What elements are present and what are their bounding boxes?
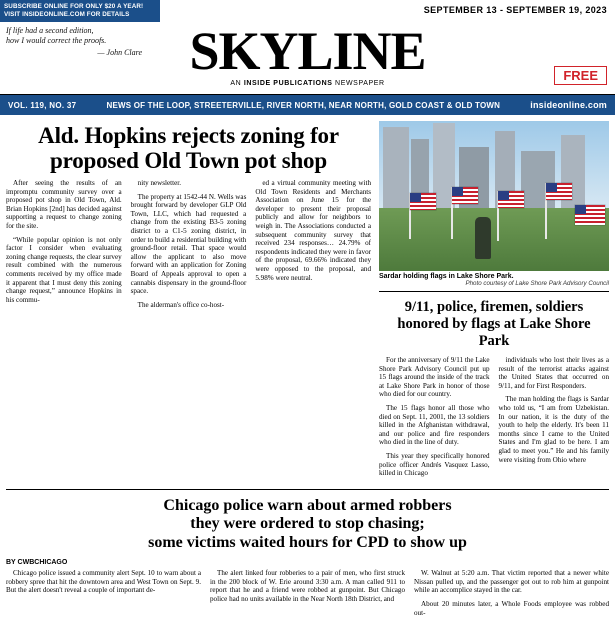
flags-photo (379, 121, 609, 271)
paragraph: ed a virtual community meeting with Old Town Residents and Merchants Association on June 15 for the developer to present their proposal publicly and allow for neighbors to weigh in. The Associations conducted a subsequent community survey that received 234 responses… 24.79% of respondents indicated they were in favor of the proposal, 69.66% indicated they were opposed to the proposal, and 5.98% were neutral. (255, 179, 372, 282)
paragraph: The alert linked four robberies to a pair of men, who first struck in the 200 block of W. Erie around 3:30 a.m. A man called 911 to report that he and a friend were robbed at gunpoint. But Chicago police had no units available in the Near North 18th District, and (210, 569, 405, 603)
story-hopkins-col-3 (255, 179, 371, 314)
story-robbers-col-2 (210, 569, 405, 622)
website-link[interactable]: insideonline.com (530, 100, 607, 110)
story-flags-col-2 (499, 356, 610, 483)
story-hopkins-columns (6, 179, 371, 314)
photo-building (521, 151, 555, 209)
photo-credit: Photo courtesy of Lake Shore Park Advisory Council (379, 280, 609, 292)
paragraph: About 20 minutes later, a Whole Foods employee was robbed out- (414, 600, 609, 617)
tagline-post: NEWSPAPER (332, 80, 385, 87)
paragraph: Chicago police issued a community alert Sept. 10 to warn about a robbery spree that hit the downtown area and West Town on Sept. 9. But the alert doesn't reveal a couple of important de- (6, 569, 201, 595)
volume-number: VOL. 119, NO. 37 (8, 100, 77, 110)
paragraph: The property at 1542-44 N. Wells was brought forward by developer GLP Old Town, LLC, which had requested a change from the existing B3-5 zoning district to a C1-5 zoning district, in order to build a residential building with ground-floor retail. That space would allow the applicant to also move forward with an application for Zoning Board of Appeals approval to open a cannabis dispensary in the ground-floor space. (130, 192, 247, 296)
photo-caption: Sardar holding flags in Lake Shore Park. (379, 273, 514, 280)
subscribe-promo[interactable] (0, 0, 160, 22)
issue-band (0, 95, 615, 115)
paragraph: The man holding the flags is Sardar who told us, “I am from Uzbekistan. In our nation, it is the duty of the youth to help the elderly. It's been 11 months since I came to the United States and I'm glad to be here. I am glad to meet you.” He and his family were visiting from Ohio where (498, 395, 609, 464)
promo-line-1: SUBSCRIBE ONLINE FOR ONLY $20 A YEAR! (4, 3, 144, 10)
story-hopkins-col-1 (6, 179, 122, 314)
story-hopkins-col-2 (131, 179, 247, 314)
paragraph: individuals who lost their lives as a result of the terrorist attacks against the United States that occurred on 9/11, and for First Responders. (498, 356, 609, 390)
headline-line-1: Chicago police warn about armed robbers (163, 496, 452, 514)
story-flags-col-1 (379, 356, 490, 483)
headline-line-2: they were ordered to stop chasing; (190, 515, 425, 533)
story-flags-columns (379, 356, 609, 483)
paragraph: The 15 flags honor all those who died on Sept. 11, 2001, the 13 soldiers killed in the Afghanistan withdrawal, and our police and fire responders who died in the line of duty. (379, 403, 490, 447)
headline-line-3: some victims waited hours for CPD to show up (148, 533, 467, 551)
free-badge: FREE (554, 66, 607, 85)
story-flags (379, 121, 609, 483)
quote-line-2: how I would correct the proofs. (6, 36, 107, 45)
story-hopkins-headline: Ald. Hopkins rejects zoning for proposed Old Town pot shop (38, 123, 339, 173)
story-flags-headline: 9/11, police, firemen, soldiers honored by flags at Lake Shore Park (397, 299, 591, 349)
american-flag (452, 187, 478, 204)
story-robbers-columns (6, 569, 609, 622)
story-robbers-col-3 (414, 569, 609, 622)
story-robbers (6, 490, 609, 622)
paragraph: nity newsletter. (137, 179, 182, 187)
tagline-bold: INSIDE PUBLICATIONS (243, 80, 333, 87)
coverage-area: NEWS OF THE LOOP, STREETERVILLE, RIVER NORTH, NEAR NORTH, GOLD COAST & OLD TOWN (106, 100, 501, 110)
photo-person (475, 217, 491, 259)
paper-title: SKYLINE (189, 21, 426, 81)
american-flag (575, 205, 605, 225)
story-robbers-headline (6, 495, 609, 558)
paragraph: W. Walnut at 5:20 a.m. That victim reported that a newer white Nissan pulled up, and the passenger got out to rob him at gunpoint while an accomplice stayed in the car. (414, 569, 609, 595)
story-robbers-col-1 (6, 569, 201, 622)
issue-date: SEPTEMBER 13 - SEPTEMBER 19, 2023 (423, 5, 607, 15)
paragraph: This year they specifically honored police officer Andrés Vasquez Lasso, killed in Chicago (379, 451, 490, 478)
american-flag (498, 191, 524, 208)
story-robbers-byline: BY CWBCHICAGO (6, 559, 68, 567)
story-hopkins (6, 121, 371, 483)
paragraph: The alderman's office co-host- (137, 300, 225, 309)
quote-line-1: If life had a second edition, (6, 26, 94, 35)
american-flag (546, 183, 572, 200)
lead-section (6, 115, 609, 483)
american-flag (410, 193, 436, 210)
paragraph: “While popular opinion is not only factor I consider when evaluating zoning change requests, the clear survey result combined with the numerous comments received by my office made it apparent that I must deny this zoning change request,” announce Hopkins in his commu- (6, 235, 122, 304)
paragraph: For the anniversary of 9/11 the Lake Shore Park Advisory Council put up 15 flags around the inside of the track at Lake Shore Park in honor of those who died for our country. (379, 356, 490, 399)
masthead (0, 22, 615, 95)
promo-line-2: VISIT INSIDEONLINE.COM FOR DETAILS (4, 11, 130, 18)
paragraph: After seeing the results of an impromptu community survey over a proposed pot shop in Old Town, Ald. Brian Hopkins [2nd] has decided against supporting a request to change zoning for the site. (6, 179, 122, 230)
tagline-pre: AN (230, 80, 244, 87)
paper-tagline (0, 80, 615, 87)
quote-attribution: — John Clare (97, 48, 142, 57)
page-content (0, 115, 615, 622)
photo-building (383, 127, 409, 209)
top-bar (0, 0, 615, 22)
